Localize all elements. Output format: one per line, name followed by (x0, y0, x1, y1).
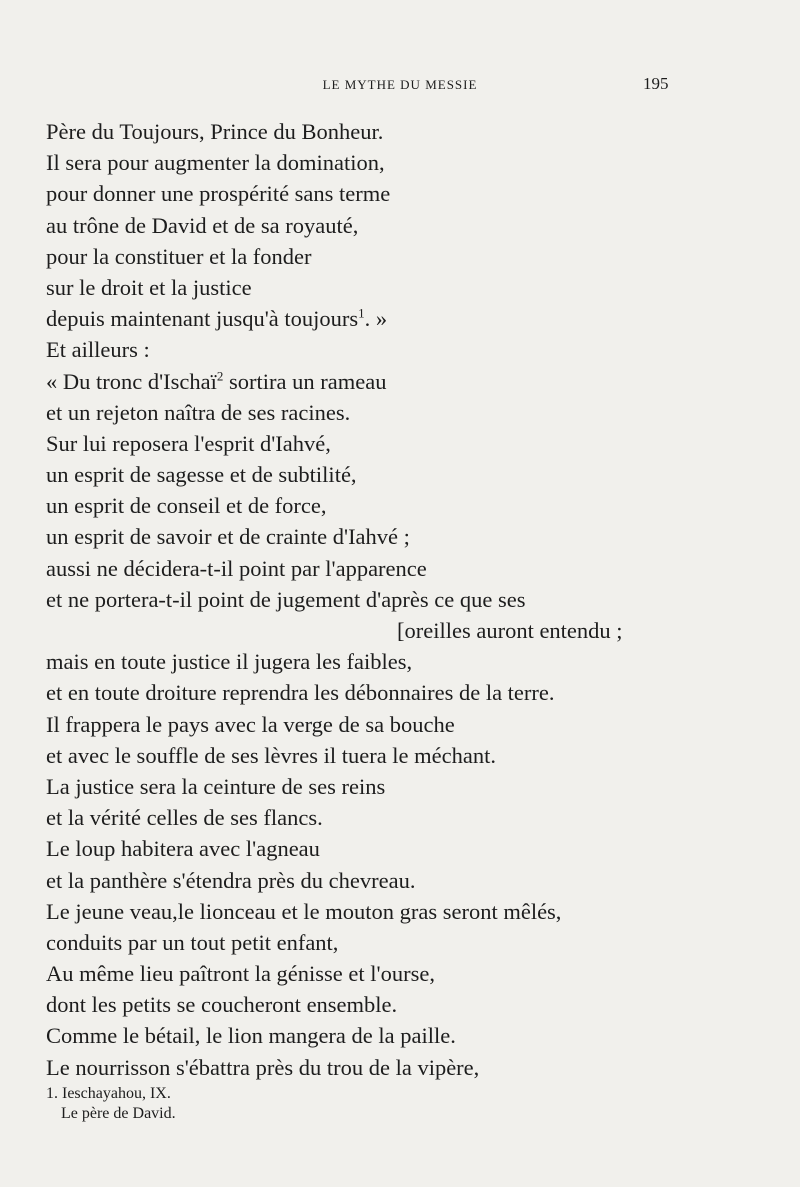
text-line: un esprit de savoir et de crainte d'Iahvé ; (46, 524, 410, 550)
text-line: Sur lui reposera l'esprit d'Iahvé, (46, 430, 331, 456)
text-line: et un rejeton naîtra de ses racines. (46, 399, 351, 425)
text-line: et en toute droiture reprendra les débonnaires de la terre. (46, 680, 555, 706)
page-number: 195 (643, 74, 669, 93)
footnotes (46, 1084, 176, 1124)
text-line: conduits par un tout petit enfant, (46, 929, 339, 955)
text-line: Et ailleurs : (46, 337, 150, 363)
text-line: un esprit de sagesse et de subtilité, (46, 462, 357, 488)
footnote-marker: 1 (358, 305, 365, 321)
footnote: 1. Ieschayahou, IX. (46, 1085, 171, 1102)
text-line: au trône de David et de sa royauté, (46, 212, 359, 238)
text-line: un esprit de conseil et de force, (46, 493, 327, 519)
text-line: pour la constituer et la fonder (46, 243, 312, 269)
text-line (46, 303, 746, 334)
text-line: sur le droit et la justice (46, 274, 252, 300)
text-line: et ne portera-t-il point de jugement d'après ce que ses (46, 586, 526, 612)
text-segment: depuis maintenant jusqu'à toujours (46, 306, 359, 332)
text-line: Au même lieu paîtront la génisse et l'ourse, (46, 961, 435, 987)
text-segment: . » (364, 306, 388, 332)
text-line: Père du Toujours, Prince du Bonheur. (46, 119, 384, 144)
text-line: et la vérité celles de ses flancs. (46, 805, 323, 831)
text-line (46, 366, 746, 397)
text-segment: « Du tronc d'Ischaï (46, 368, 217, 394)
text-line: mais en toute justice il jugera les faibles, (46, 649, 413, 675)
text-line: Le loup habitera avec l'agneau (46, 836, 320, 862)
text-line: La justice sera la ceinture de ses reins (46, 773, 386, 799)
footnote: Le père de David. (61, 1105, 176, 1122)
text-line-continuation: [oreilles auront entendu ; (397, 618, 623, 643)
text-line: Il sera pour augmenter la domination, (46, 150, 385, 176)
text-line: dont les petits se coucheront ensemble. (46, 992, 398, 1018)
text-line: Le nourrisson s'ébattra près du trou de la vipère, (46, 1054, 480, 1080)
text-line: aussi ne décidera-t-il point par l'apparence (46, 555, 427, 581)
footnote-marker: 2 (216, 368, 224, 383)
text-line: Le jeune veau,le lionceau et le mouton gras seront mêlés, (46, 898, 562, 924)
text-line: et la panthère s'étendra près du chevreau. (46, 867, 416, 893)
verse-block (46, 116, 746, 1083)
text-line: et avec le souffle de ses lèvres il tuera le méchant. (46, 742, 497, 768)
text-line: Il frappera le pays avec la verge de sa bouche (46, 711, 455, 737)
running-header: LE MYTHE DU MESSIE (322, 77, 478, 92)
text-segment: sortira un rameau (223, 368, 387, 394)
text-line: Comme le bétail, le lion mangera de la paille. (46, 1023, 456, 1049)
text-line: pour donner une prospérité sans terme (46, 181, 391, 207)
